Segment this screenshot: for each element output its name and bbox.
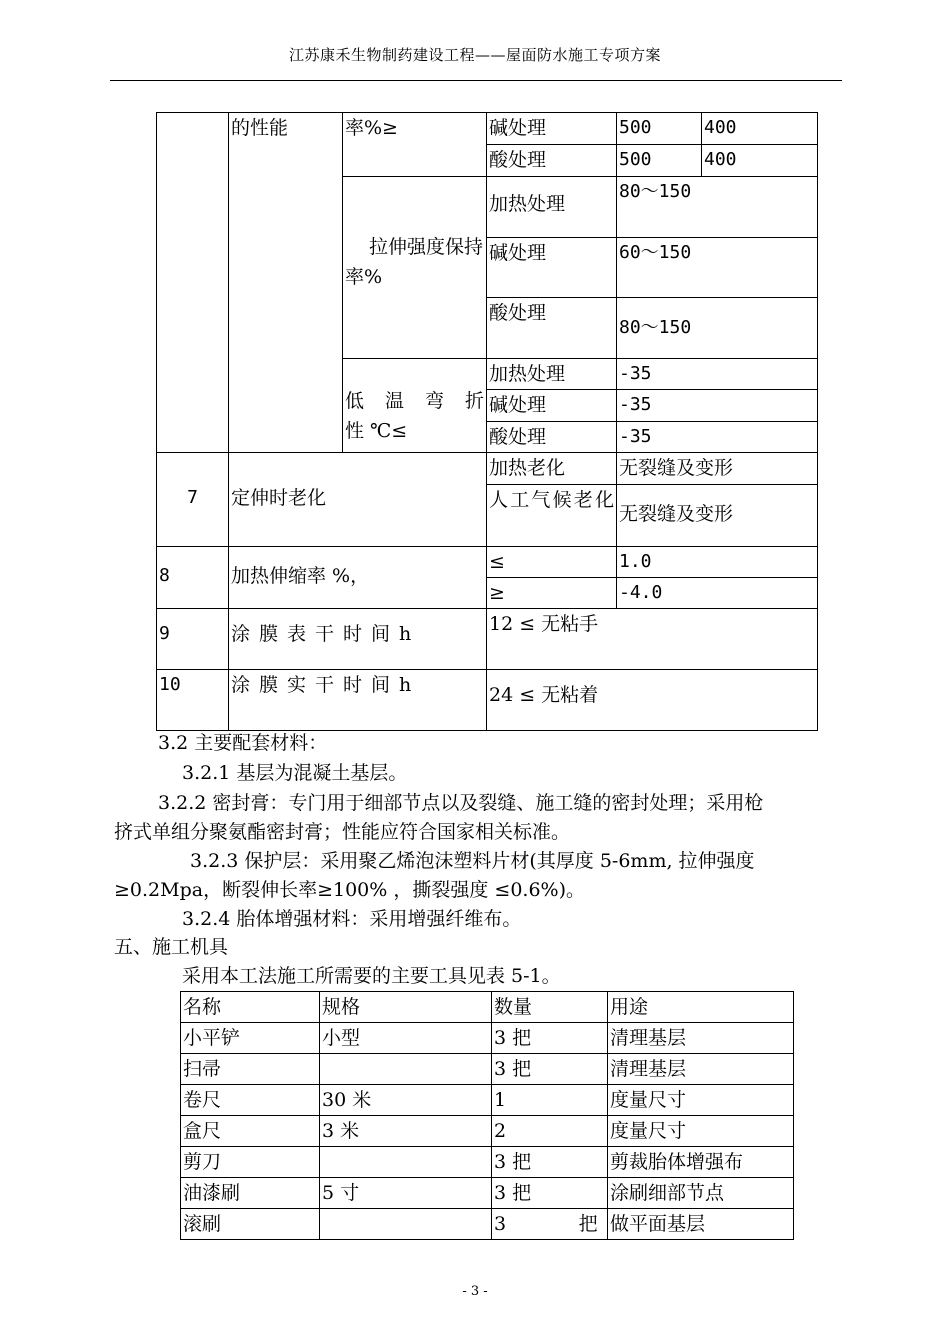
no7-text: 7	[187, 487, 198, 508]
name9-text: 涂膜表干时间h	[231, 623, 421, 645]
cell-r2-item: 酸处理	[486, 144, 617, 177]
tool-qty: 3 把	[492, 1054, 608, 1085]
tool-spec	[320, 1054, 492, 1085]
r10-v-text: 无裂缝及变形	[619, 503, 734, 525]
para-3-2-4: 3.2.4 胎体增强材料：采用增强纤维布。	[182, 908, 522, 930]
cell-r8-item: 酸处理	[486, 421, 617, 453]
no8-text: 8	[159, 565, 170, 586]
cell-prop-empty-no	[156, 112, 229, 453]
tool-use: 做平面基层	[608, 1209, 794, 1240]
tool-spec	[320, 1209, 492, 1240]
cell-r12-item: ≥	[486, 577, 617, 609]
cell-r1-v2: 400	[701, 112, 818, 145]
cell-r6-v: -35	[616, 358, 818, 390]
tool-qty: 1	[492, 1085, 608, 1116]
cell-r1-v1: 500	[616, 112, 702, 145]
r3-item-text: 加热处理	[489, 193, 566, 215]
table-row	[181, 1054, 794, 1085]
v10-text: 24 ≤ 无粘着	[489, 684, 599, 706]
tool-spec: 5 寸	[320, 1178, 492, 1209]
section-5-heading: 五、施工机具	[114, 936, 229, 958]
cell-r11-v: 1.0	[616, 546, 818, 578]
table-row	[181, 1085, 794, 1116]
cell-v10	[486, 669, 818, 731]
tools-table	[180, 991, 794, 1240]
name8-text: 加热伸缩率 %，	[231, 565, 370, 587]
page-header: 江苏康禾生物制药建设工程——屋面防水施工专项方案	[288, 46, 661, 64]
cell-r3-item	[486, 176, 617, 238]
para-3-2-1: 3.2.1 基层为混凝土基层。	[182, 762, 408, 784]
tool-qty: 3 把	[492, 1209, 608, 1240]
tool-spec: 小型	[320, 1023, 492, 1054]
tool-use: 剪裁胎体增强布	[608, 1147, 794, 1178]
cell-no10: 10	[156, 669, 229, 731]
cell-v9: 12 ≤ 无粘手	[486, 608, 818, 670]
cell-r11-item: ≤	[486, 546, 617, 578]
no9-text: 9	[159, 623, 170, 644]
tool-spec: 3 米	[320, 1116, 492, 1147]
r5-v-text: 80～150	[619, 317, 692, 338]
cell-r9-v: 无裂缝及变形	[616, 452, 818, 485]
cell-r2-v1: 500	[616, 144, 702, 177]
tool-use: 清理基层	[608, 1054, 794, 1085]
cell-r5-v	[616, 297, 818, 359]
tool-name: 小平铲	[181, 1023, 320, 1054]
cell-r7-item: 碱处理	[486, 389, 617, 422]
para-3-2-3-line1: 3.2.3 保护层：采用聚乙烯泡沫塑料片材(其厚度 5-6mm, 拉伸强度	[190, 850, 755, 872]
tool-qty: 3 把	[492, 1178, 608, 1209]
th-name: 名称	[181, 992, 320, 1023]
tool-name: 油漆刷	[181, 1178, 320, 1209]
tool-use: 度量尺寸	[608, 1116, 794, 1147]
cell-name10	[228, 669, 487, 731]
cell-r10-v	[616, 484, 818, 547]
cell-r2-v2: 400	[701, 144, 818, 177]
cell-r12-v: -4.0	[616, 577, 818, 609]
cell-r5-item: 酸处理	[486, 297, 617, 359]
name7-text: 定伸时老化	[231, 487, 327, 509]
table-row	[181, 1178, 794, 1209]
cell-name7	[228, 452, 487, 547]
table-row	[181, 1209, 794, 1240]
tools-table-header	[181, 992, 794, 1023]
th-qty: 数量	[492, 992, 608, 1023]
cell-name9	[228, 608, 487, 670]
tool-qty: 3 把	[492, 1147, 608, 1178]
cell-r3-v: 80～150	[616, 176, 818, 238]
table-row	[181, 1147, 794, 1178]
tool-spec: 30 米	[320, 1085, 492, 1116]
para-3-2-3-line2: ≥0.2Mpa，断裂伸长率≥100% ，撕裂强度 ≤0.6%)。	[114, 879, 586, 901]
cell-rate-label: 率%≥	[342, 112, 487, 177]
tool-spec	[320, 1147, 492, 1178]
tool-use: 清理基层	[608, 1023, 794, 1054]
para-3-2-2-line2: 挤式单组分聚氨酯密封膏；性能应符合国家相关标准。	[114, 821, 571, 843]
page-number: - 3 -	[462, 1284, 488, 1299]
tool-qty: 3 把	[492, 1023, 608, 1054]
cell-tensile-label	[342, 176, 487, 359]
tool-name: 盒尺	[181, 1116, 320, 1147]
tool-qty: 2	[492, 1116, 608, 1147]
para-3-2-2-line1: 3.2.2 密封膏：专门用于细部节点以及裂缝、施工缝的密封处理；采用枪	[158, 792, 764, 814]
cell-r1-item: 碱处理	[486, 112, 617, 145]
performance-table	[156, 112, 818, 731]
cell-r9-item: 加热老化	[486, 452, 617, 485]
header-rule	[110, 80, 842, 81]
tensile-label-text: 拉伸强度保持率%	[345, 236, 484, 288]
para-3-2: 3.2 主要配套材料：	[158, 732, 328, 754]
cell-name8	[228, 546, 487, 609]
tool-name: 滚刷	[181, 1209, 320, 1240]
th-spec: 规格	[320, 992, 492, 1023]
cell-lowtemp-label	[342, 358, 487, 453]
cell-r4-v: 60～150	[616, 237, 818, 298]
cell-r10-item	[486, 484, 617, 547]
table-row	[181, 1116, 794, 1147]
lowtemp-label-text-2: 性 ℃≤	[345, 420, 408, 442]
cell-r7-v: -35	[616, 389, 818, 422]
cell-no9	[156, 608, 229, 670]
para-table-5-1-intro: 采用本工法施工所需要的主要工具见表 5-1。	[182, 965, 561, 987]
tool-name: 剪刀	[181, 1147, 320, 1178]
cell-prop6-name: 的性能	[228, 112, 343, 453]
cell-r4-item: 碱处理	[486, 237, 617, 298]
tool-use: 涂刷细部节点	[608, 1178, 794, 1209]
tool-use: 度量尺寸	[608, 1085, 794, 1116]
cell-r8-v: -35	[616, 421, 818, 453]
cell-no7	[156, 452, 229, 547]
cell-no8	[156, 546, 229, 609]
r10-item-text: 人工气候老化	[489, 489, 614, 511]
tool-name: 扫帚	[181, 1054, 320, 1085]
tool-name: 卷尺	[181, 1085, 320, 1116]
cell-r6-item: 加热处理	[486, 358, 617, 390]
name10-text: 涂膜实干时间h	[231, 674, 421, 696]
th-use: 用途	[608, 992, 794, 1023]
table-row	[181, 1023, 794, 1054]
lowtemp-label-text-1: 低温弯折	[345, 390, 484, 412]
